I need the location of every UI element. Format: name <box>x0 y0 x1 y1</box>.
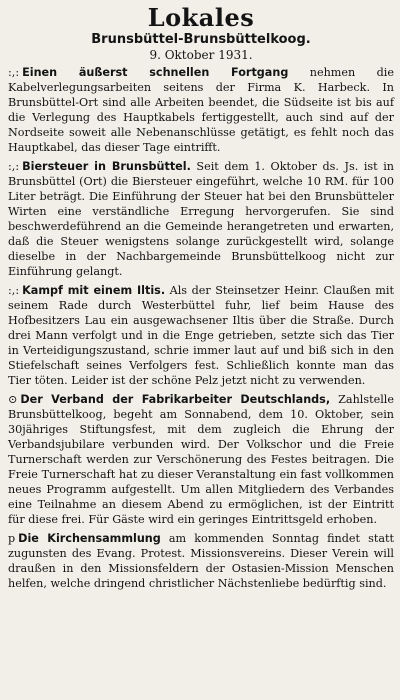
article-headline: Biersteuer in Brunsbüttel. <box>22 160 191 173</box>
article-body: Seit dem 1. Oktober ds. Js. ist in Brunsbüttel (Ort) die Biersteuer eingeführt, welche 10 RM. für 100 Liter beträgt. Die Einführung der Steuer hat bei den Brunsbütteler Wirten eine verständliche Erregung hervorgerufen. Sie sind beschwerdeführend an die Gemeinde herangetreten und erwarten, daß die Steuer wenigstens solange zurückgestellt wird, solange dieselbe in der Nachbargemeinde Brunsbüttelkoog nicht zur Einführung gelangt. <box>8 160 394 278</box>
article-headline: Der Verband der Fabrikarbeiter Deutschlands, <box>20 393 331 406</box>
article-church-collection <box>8 531 394 591</box>
article-beer-tax <box>8 159 394 279</box>
article-marker: :,: <box>8 284 20 297</box>
section-date: 9. Oktober 1931. <box>149 48 253 62</box>
section-place: Brunsbüttel-Brunsbüttelkoog. <box>91 32 311 47</box>
article-factory-workers-union <box>8 392 394 527</box>
article-marker: :,: <box>8 160 20 173</box>
article-body: Zahlstelle Brunsbüttelkoog, begeht am Sonnabend, dem 10. Oktober, sein 30jähriges Stiftungsfest, mit dem zugleich die Ehrung der Verbandsjubilare verbunden wird. Der Volkschor und die Freie Turnerschaft werden zur Verschönerung des Festes beitragen. Die Freie Turnerschaft hat zu dieser Veranstaltung ein fast vollkommen neues Programm aufgestellt. Um allen Mitgliedern des Verbandes eine Teilnahme an diesem Abend zu ermöglichen, ist der Eintritt für diese frei. Für Gäste wird ein geringes Eintrittsgeld erhoben. <box>8 393 394 526</box>
article-body: am kommenden Sonntag findet statt zugunsten des Evang. Protest. Missionsvereins. Dieser Verein will draußen in den Missionsfeldern der Ostasien-Mission Menschen helfen, welche dringend christlicher Nächstenliebe bedürftig sind. <box>8 532 395 590</box>
article-headline: Kampf mit einem Iltis. <box>22 284 166 297</box>
article-headline: Die Kirchensammlung <box>18 532 161 545</box>
article-body: nehmen die Kabelverlegungsarbeiten seitens der Firma K. Harbeck. In Brunsbüttel-Ort sind alle Arbeiten beendet, die Südseite ist bis auf die Verlegung des Hauptkabels fertiggestellt, auch sind auf der Nordseite soweit alle Nebenanschlüsse getätigt, es fehlt noch das Hauptkabel, das dieser Tage eintrifft. <box>8 66 394 154</box>
article-polecat <box>8 283 394 388</box>
article-headline: Einen äußerst schnellen Fortgang <box>22 66 289 79</box>
article-marker: p <box>8 532 16 545</box>
article-marker: :,: <box>8 66 20 79</box>
section-title: Lokales <box>147 3 255 32</box>
article-marker: ⊙ <box>8 393 18 406</box>
article-cable-laying <box>8 65 394 155</box>
article-body: Als der Steinsetzer Heinr. Claußen mit seinem Rade durch Westerbüttel fuhr, lief beim Hause des Hofbesitzers Lau ein ausgewachsener Iltis über die Straße. Durch drei Mann verfolgt und in die Enge getrieben, setzte sich das Tier in Verteidigungszustand, schrie immer laut auf und biß sich in den Stiefelschaft seines Verfolgers fest. Schließlich konnte man das Tier töten. Leider ist der schöne Pelz jetzt nicht zu verwenden. <box>8 284 394 387</box>
